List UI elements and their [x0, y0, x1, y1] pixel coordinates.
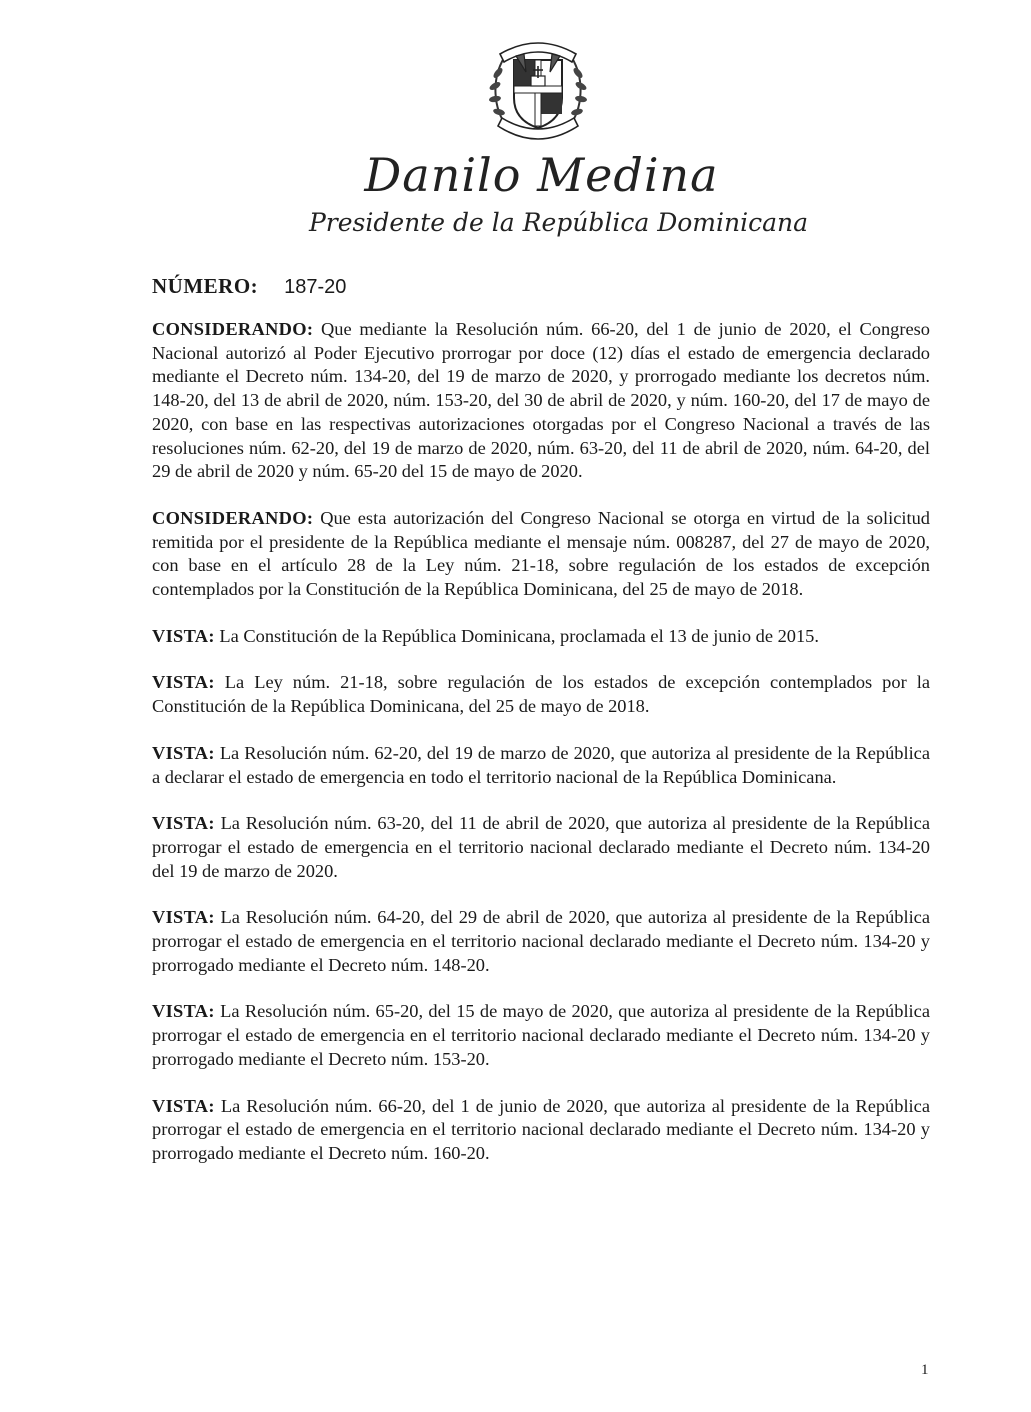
- paragraph-text: La Ley núm. 21-18, sobre regulación de los estados de excepción contemplados por la Constitución de la República Dominicana, del 25 de mayo de 2018.: [152, 672, 930, 717]
- paragraph-text: La Resolución núm. 62-20, del 19 de marzo de 2020, que autoriza al presidente de la República a declarar el estado de emergencia en todo el territorio nacional de la República Dominicana.: [152, 742, 931, 787]
- paragraph-text: Que mediante la Resolución núm. 66-20, del 1 de junio de 2020, el Congreso Nacional autorizó al Poder Ejecutivo prorrogar por doce (12) días el estado de emergencia declarado mediante el Decreto núm. 134-20, del 19 de marzo de 2020, y prorrogado mediante los decretos núm. 148-20, del 13 de abril de 2020, núm. 153-20, del 30 de abril de 2020, y núm. 160-20, del 17 de mayo de 2020, con base en las respectivas autorizaciones otorgadas por el Congreso Nacional a través de las resoluciones núm. 62-20, del 19 de marzo de 2020, núm. 63-20, del 11 de abril de 2020, núm. 64-20, del 29 de abril de 2020 y núm. 65-20 del 15 de mayo de 2020.: [152, 319, 930, 482]
- paragraph-heading: VISTA:: [152, 625, 215, 646]
- paragraph-heading: VISTA:: [152, 813, 215, 834]
- document-number-label: NÚMERO:: [152, 274, 259, 298]
- paragraph-heading: VISTA:: [152, 907, 215, 928]
- paragraph: [152, 671, 930, 718]
- paragraph: [152, 318, 930, 484]
- paragraph-text: La Resolución núm. 64-20, del 29 de abril de 2020, que autoriza al presidente de la República prorrogar el estado de emergencia en el territorio nacional declarado mediante el Decreto núm. 134-20 y prorrogado mediante el Decreto núm. 148-20.: [152, 907, 931, 975]
- signature-title: Presidente de la República Dominicana: [308, 208, 809, 237]
- paragraph-heading: VISTA:: [152, 1001, 215, 1022]
- paragraph-text: La Resolución núm. 66-20, del 1 de junio de 2020, que autoriza al presidente de la República prorrogar el estado de emergencia en el territorio nacional declarado mediante el Decreto núm. 134-20 y prorrogado mediante el Decreto núm. 160-20.: [152, 1095, 930, 1163]
- paragraph: [152, 625, 930, 649]
- document-number-value: 187-20: [284, 276, 347, 298]
- coat-of-arms-icon: [478, 28, 598, 153]
- paragraph-heading: VISTA:: [152, 672, 215, 693]
- paragraph-text: La Resolución núm. 63-20, del 11 de abril de 2020, que autoriza al presidente de la República prorrogar el estado de emergencia en el territorio nacional declarado mediante el Decreto núm. 134-20 del 19 de marzo de 2020.: [152, 813, 930, 881]
- signature-name: Danilo Medina: [364, 148, 719, 202]
- paragraph: [152, 1000, 930, 1071]
- paragraph-text: Que esta autorización del Congreso Nacional se otorga en virtud de la solicitud remitida por el presidente de la República mediante el mensaje núm. 008287, del 27 de mayo de 2020, con base en el artículo 28 de la Ley núm. 21-18, sobre regulación de los estados de excepción contemplados por la Constitución de la República Dominicana, del 25 de mayo de 2018.: [152, 507, 930, 600]
- paragraph: [152, 1095, 930, 1166]
- paragraph-text: La Constitución de la República Dominicana, proclamada el 13 de junio de 2015.: [219, 625, 819, 646]
- paragraph: [152, 742, 930, 789]
- paragraph-heading: CONSIDERANDO:: [152, 507, 314, 528]
- paragraph: [152, 507, 930, 602]
- paragraph-heading: VISTA:: [152, 742, 215, 763]
- paragraph: [152, 906, 930, 977]
- document-number: [152, 274, 346, 299]
- paragraph-heading: CONSIDERANDO:: [152, 319, 314, 339]
- paragraph: [152, 812, 930, 883]
- document-body: [152, 318, 930, 1189]
- page-number: 1: [921, 1362, 929, 1378]
- paragraph-heading: VISTA:: [152, 1095, 215, 1116]
- paragraph-text: La Resolución núm. 65-20, del 15 de mayo de 2020, que autoriza al presidente de la República prorrogar el estado de emergencia en el territorio nacional declarado mediante el Decreto núm. 134-20 y prorrogado mediante el Decreto núm. 153-20.: [152, 1001, 930, 1069]
